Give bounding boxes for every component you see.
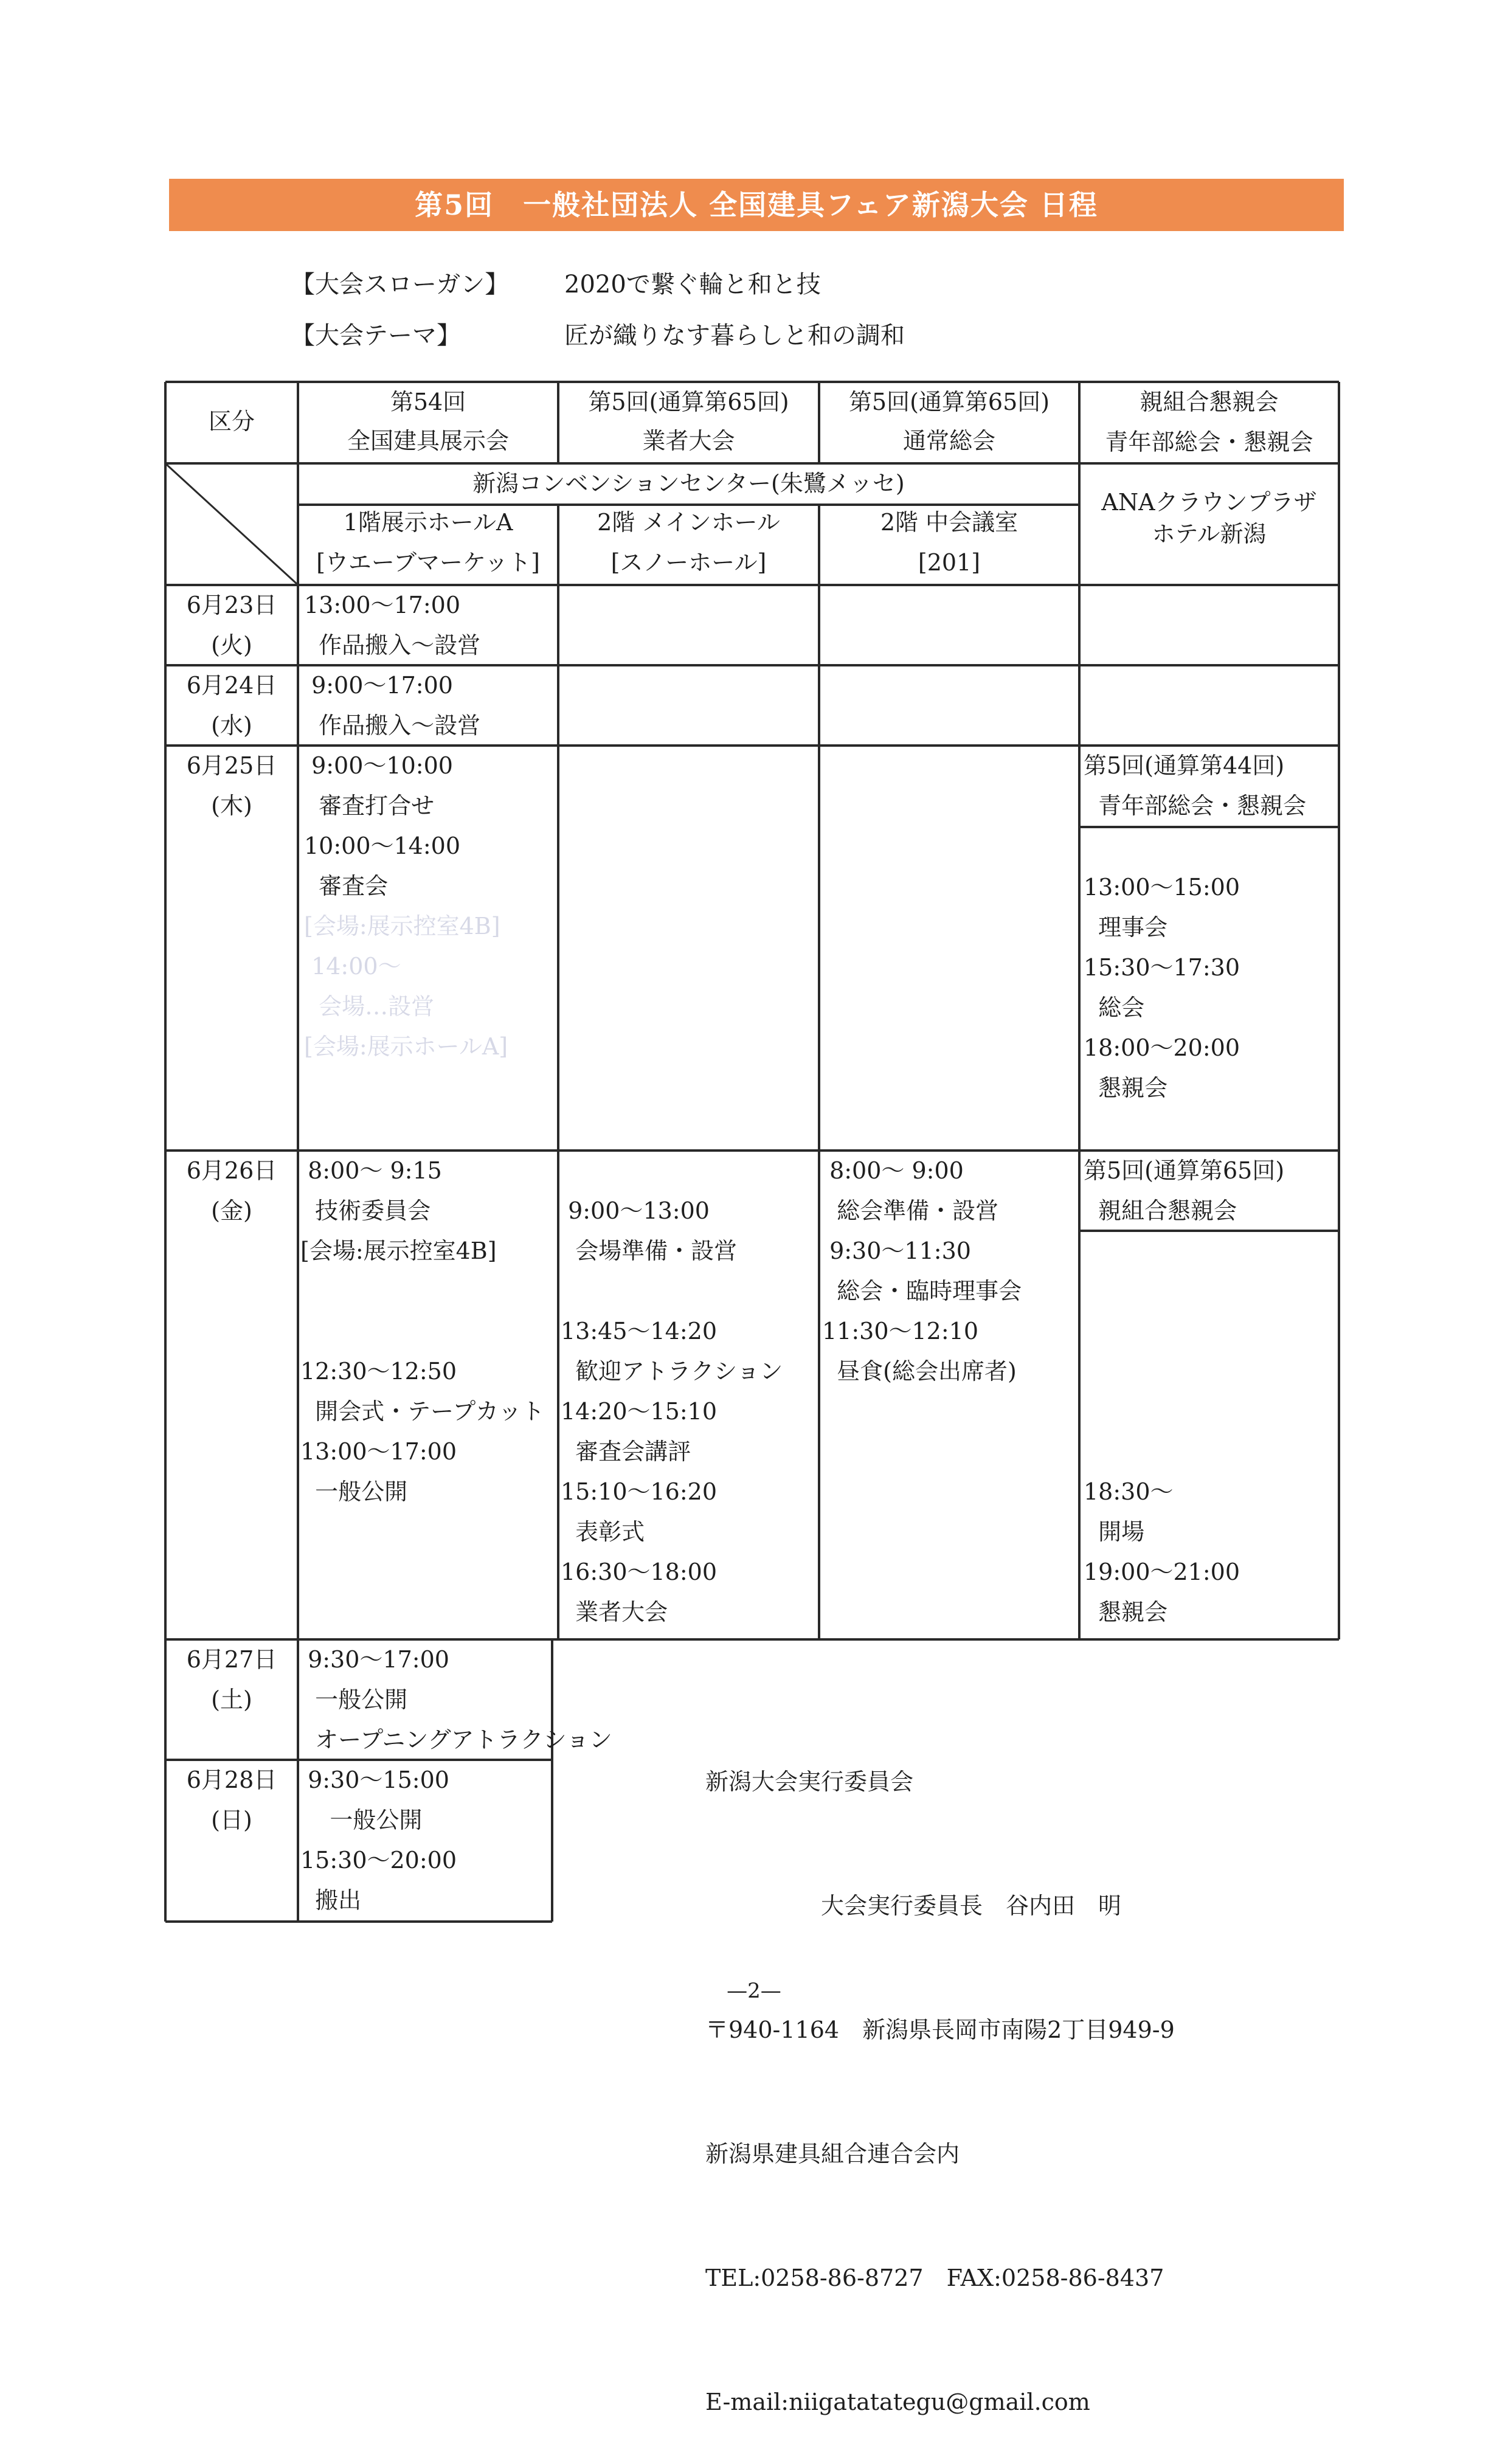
room1-line2: [ウエーブマーケット] [316, 549, 540, 576]
footer-address: 〒940-1164 新潟県長岡市南陽2丁目949-9 [705, 2016, 1175, 2043]
row-col1: 9:30～17:00 一般公開 オープニングアトラクション [308, 1646, 612, 1753]
theme-label: 【大会テーマ】 [291, 322, 461, 350]
row-date: 6月25日 [186, 752, 277, 779]
footer-tel: TEL:0258-86-8727 FAX:0258-86-8437 [705, 2265, 1164, 2291]
header-kubun: 区分 [208, 408, 255, 435]
row-date: 6月24日 [186, 672, 277, 699]
row-col4: 13:00～15:00 理事会 15:30～17:30 総会 18:00～20:00 懇親会 [1084, 874, 1240, 1101]
row-col1: 8:00～ 9:15 技術委員会 [会場:展示控室4B] 12:30～12:50 開会式・テープカット 13:00～17:00 一般公開 [300, 1157, 545, 1505]
footer-email: E-mail:niigatatategu@gmail.com [705, 2389, 1090, 2415]
header-col3-line2: 通常総会 [902, 427, 995, 454]
header-col2-line1: 第5回(通算第65回) [588, 389, 789, 415]
room3-line2: [201] [918, 549, 981, 576]
slogan-value: 2020で繋ぐ輪と和と技 [564, 271, 821, 299]
row-col1: 13:00～17:00 作品搬入～設営 [304, 592, 481, 659]
page-number: —2— [727, 1979, 781, 2003]
slogan-label: 【大会スローガン】 [291, 271, 510, 299]
room4-line2: ホテル新潟 [1152, 521, 1267, 547]
footer-chair: 大会実行委員長 谷内田 明 [821, 1892, 1122, 1919]
row-col4-head: 第5回(通算第44回) 青年部総会・懇親会 [1084, 752, 1307, 819]
theme-value: 匠が織りなす暮らしと和の調和 [564, 322, 905, 350]
row-date: 6月23日 [186, 592, 277, 618]
contact-block [705, 1678, 1175, 2464]
row-date: 6月27日 [186, 1646, 277, 1673]
header-col4-line2: 青年部総会・懇親会 [1105, 429, 1313, 455]
room2-line2: [スノーホール] [610, 549, 767, 576]
row-date: 6月28日 [186, 1767, 277, 1793]
header-col1-line1: 第54回 [390, 389, 466, 415]
footer-office: 新潟県建具組合連合会内 [705, 2140, 960, 2167]
footer-org: 新潟大会実行委員会 [705, 1768, 914, 1795]
header-col4-line1: 親組合懇親会 [1140, 389, 1279, 415]
header-col1-line2: 全国建具展示会 [347, 427, 509, 454]
room2-line1: 2階 メインホール [597, 509, 780, 536]
room3-line1: 2階 中会議室 [880, 509, 1019, 536]
row-col4-head: 第5回(通算第65回) 親組合懇親会 [1084, 1157, 1285, 1224]
row-dow: (土) [211, 1686, 252, 1713]
row-dow: (火) [211, 632, 252, 659]
room4-line1: ANAクラウンプラザ [1101, 489, 1317, 516]
row-col2: 9:00～13:00 会場準備・設営 13:45～14:20 歓迎アトラクション 14:20～15:10 審査会講評 15:10～16:20 表彰式 16:30～18:00 業者大会 [561, 1197, 783, 1625]
header-col3-line1: 第5回(通算第65回) [848, 389, 1050, 415]
venue-span: 新潟コンベンションセンター(朱鷺メッセ) [472, 470, 905, 497]
header-col2-line2: 業者大会 [642, 427, 735, 454]
row-dow: (水) [211, 712, 252, 739]
row-col1: 9:30～15:00 一般公開 15:30～20:00 搬出 [300, 1767, 457, 1914]
room1-line1: 1階展示ホールA [343, 509, 513, 536]
row-col3: 8:00～ 9:00 総会準備・設営 9:30～11:30 総会・臨時理事会 11:30～12:10 昼食(総会出席者) [822, 1157, 1022, 1385]
row-dow: (日) [211, 1807, 252, 1833]
row-dow: (金) [211, 1197, 252, 1224]
row-col1-faded: [会場:展示控室4B] 14:00～ 会場…設営 [会場:展示ホールA] [304, 913, 508, 1060]
row-col1: 9:00～10:00 審査打合せ 10:00～14:00 審査会 [304, 752, 461, 899]
row-date: 6月26日 [186, 1157, 277, 1184]
page-title: 第5回 一般社団法人 全国建具フェア新潟大会 日程 [169, 179, 1344, 231]
row-col1: 9:00～17:00 作品搬入～設営 [311, 672, 481, 739]
row-dow: (木) [211, 792, 252, 819]
row-col4: 18:30～ 開場 19:00～21:00 懇親会 [1084, 1478, 1240, 1625]
